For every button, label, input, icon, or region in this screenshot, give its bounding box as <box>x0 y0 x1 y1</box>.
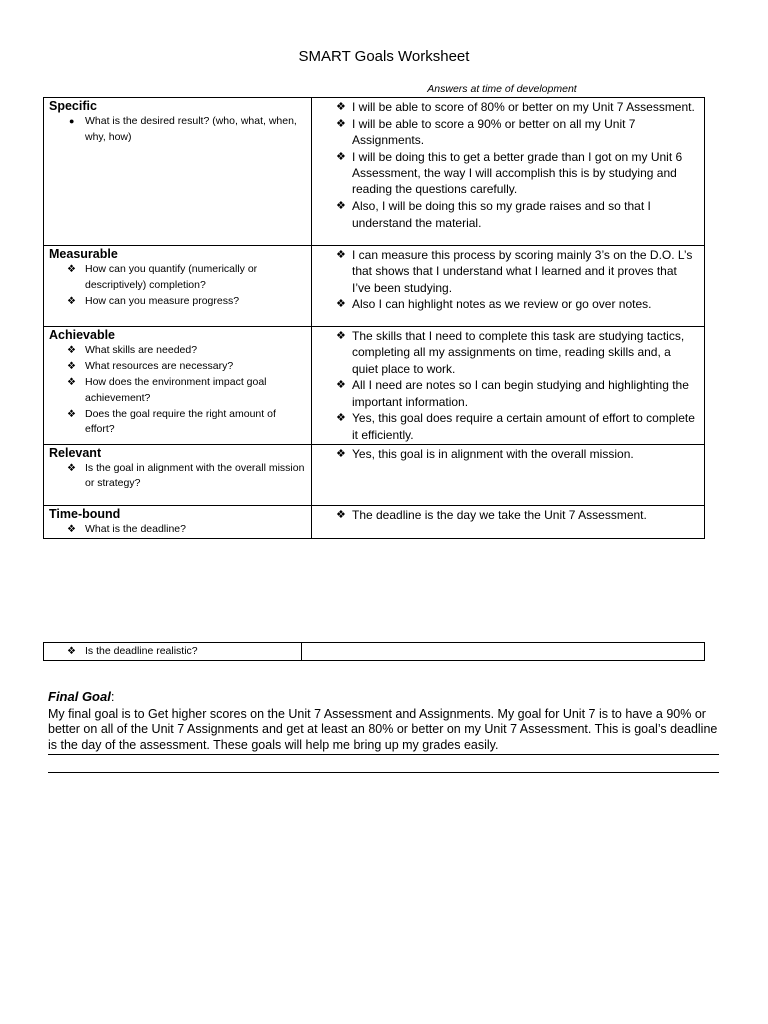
diamond-bullet-icon: ❖ <box>336 412 346 425</box>
final-goal-heading: Final Goal: <box>48 689 115 704</box>
answer-item: ❖ I will be doing this to get a better grade than I got on my Unit 6 Assessment, the way I will accomplish this is by studying and reading the questions carefully. <box>336 149 683 197</box>
criterion-cell <box>44 327 312 445</box>
diamond-bullet-icon: ❖ <box>67 345 76 356</box>
question-item: ❖ How can you measure progress? <box>67 294 307 310</box>
criterion-cell <box>44 444 312 505</box>
question-item: ❖ Does the goal require the right amount of effort? <box>67 407 276 435</box>
page-subtitle: Answers at time of development <box>427 83 577 95</box>
answer-line <box>48 754 719 755</box>
answer-list <box>318 446 698 462</box>
diamond-bullet-icon: ❖ <box>67 523 76 535</box>
answer-item: ❖ I can measure this process by scoring mainly 3’s on the D.O. L’s that shows that I understand what I learned and it proves that I’ve been studying. <box>336 248 693 295</box>
criterion-label: Measurable <box>49 247 118 261</box>
question-list <box>49 644 297 660</box>
diamond-bullet-icon: ❖ <box>336 330 346 342</box>
answer-list <box>318 328 698 443</box>
table-row-specific <box>44 98 705 246</box>
answer-cell <box>312 98 705 246</box>
diamond-bullet-icon: ❖ <box>67 295 76 307</box>
answer-cell <box>312 327 705 445</box>
question-list <box>49 262 307 309</box>
answer-cell <box>302 643 705 661</box>
diamond-bullet-icon: ❖ <box>67 408 76 420</box>
answer-item: ❖ The deadline is the day we take the Unit 7 Assessment. <box>336 507 647 522</box>
answer-item: ❖ Also, I will be doing this so my grade raises and so that I understand the material. <box>336 199 651 230</box>
diamond-bullet-icon: ❖ <box>336 150 346 163</box>
question-list <box>49 461 307 492</box>
question-list <box>49 114 307 145</box>
page-title: SMART Goals Worksheet <box>298 48 470 65</box>
answer-item: ❖ The skills that I need to complete this task are studying tactics, completing all my assignments on time, reading skills and, a quiet place to work. <box>336 329 685 376</box>
diamond-bullet-icon: ❖ <box>336 298 346 311</box>
diamond-bullet-icon: ❖ <box>336 101 346 113</box>
question-item: ❖ How does the environment impact goal achievement? <box>67 376 267 404</box>
criterion-cell <box>44 246 312 327</box>
question-item: ❖ How can you quantify (numerically or descriptively) completion? <box>67 263 258 291</box>
diamond-bullet-icon: ❖ <box>67 462 76 474</box>
diamond-bullet-icon: ❖ <box>67 646 76 657</box>
answer-list <box>318 247 698 313</box>
criterion-cell <box>44 505 312 538</box>
final-goal-text: My final goal is to Get higher scores on the Unit 7 Assessment and Assignments. My goal for Unit 7 is to have a 90% or better on all of the Unit 7 Assignments and get at least an 80% or better on my Unit 7 Assessment. This is goal’s deadline is the day of the assessment. These goals will help me bring up my grades easily. <box>48 707 718 752</box>
table-row-time-bound <box>44 505 705 538</box>
diamond-bullet-icon: ❖ <box>336 379 346 392</box>
criterion-label: Achievable <box>49 328 116 342</box>
answer-item: ❖ I will be able to score of 80% or better on my Unit 7 Assessment. <box>336 100 695 114</box>
answer-cell <box>312 505 705 538</box>
question-item: ❖ What resources are necessary? <box>67 359 307 375</box>
smart-goals-table <box>43 97 705 539</box>
question-item: ❖ Is the deadline realistic? <box>67 644 297 660</box>
criterion-label: Time-bound <box>49 506 121 521</box>
table-row-deadline-realistic <box>44 643 705 661</box>
diamond-bullet-icon: ❖ <box>336 508 346 521</box>
diamond-bullet-icon: ❖ <box>336 200 346 213</box>
answer-item: ❖ Also I can highlight notes as we review or go over notes. <box>336 297 652 312</box>
criterion-label: Relevant <box>49 445 102 460</box>
answer-cell <box>312 444 705 505</box>
answer-cell <box>312 246 705 327</box>
criterion-cell <box>44 643 302 661</box>
bullet-dot-icon: ● <box>69 116 75 126</box>
answer-list <box>318 507 698 523</box>
criterion-label: Specific <box>49 99 97 113</box>
answer-item: ❖ All I need are notes so I can begin studying and highlighting the important information. <box>336 378 689 409</box>
question-item: ❖ What is the deadline? <box>67 522 307 538</box>
criterion-cell <box>44 98 312 246</box>
deadline-realistic-table <box>43 642 705 661</box>
diamond-bullet-icon: ❖ <box>67 264 76 275</box>
question-item: ● What is the desired result? (who, what, when, why, how) <box>69 115 297 143</box>
question-list <box>49 343 307 438</box>
question-list <box>49 522 307 538</box>
diamond-bullet-icon: ❖ <box>67 377 76 388</box>
table-row-relevant <box>44 444 705 505</box>
table-row-measurable <box>44 246 705 327</box>
answer-item: ❖ Yes, this goal is in alignment with the overall mission. <box>336 446 634 461</box>
diamond-bullet-icon: ❖ <box>67 361 76 372</box>
diamond-bullet-icon: ❖ <box>336 447 346 460</box>
answer-item: ❖ I will be able to score a 90% or better on all my Unit 7 Assignments. <box>336 116 636 148</box>
diamond-bullet-icon: ❖ <box>336 117 346 130</box>
answer-item: ❖ Yes, this goal does require a certain amount of effort to complete it efficiently. <box>336 411 695 442</box>
answer-list <box>318 99 698 231</box>
question-item: ❖ What skills are needed? <box>67 343 307 359</box>
diamond-bullet-icon: ❖ <box>336 249 346 261</box>
question-item: ❖ Is the goal in alignment with the overall mission or strategy? <box>67 461 305 490</box>
answer-line <box>48 772 719 773</box>
table-row-achievable <box>44 327 705 445</box>
